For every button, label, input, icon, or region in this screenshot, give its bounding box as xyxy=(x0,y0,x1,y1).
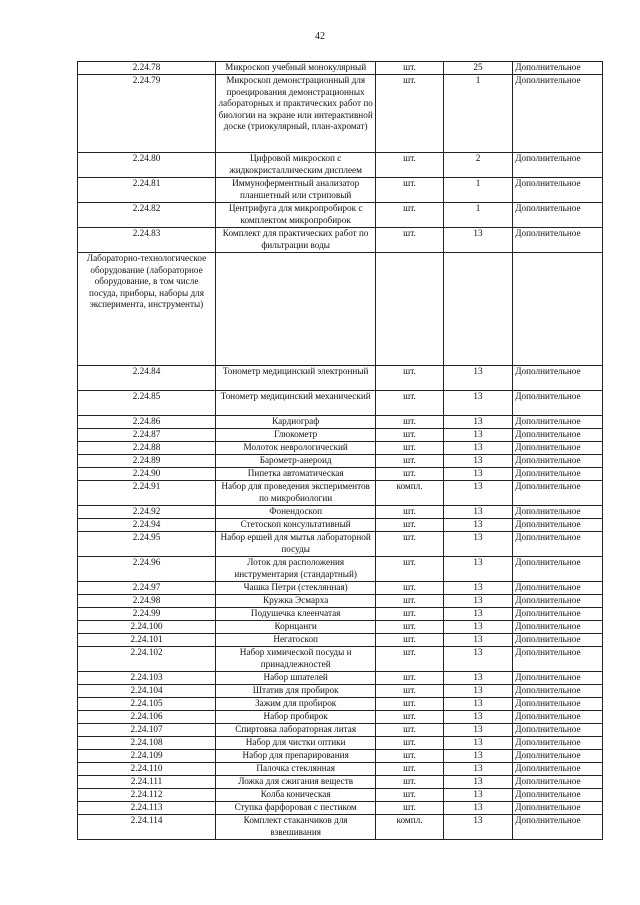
table-row xyxy=(78,203,603,228)
item-number-cell: 2.24.85 xyxy=(78,391,216,416)
table-row xyxy=(78,557,603,582)
item-unit-cell: шт. xyxy=(376,724,444,737)
table-row xyxy=(78,634,603,647)
item-quantity-cell: 13 xyxy=(443,557,513,582)
equipment-table xyxy=(77,61,603,840)
item-unit-cell: шт. xyxy=(376,595,444,608)
item-unit-cell: шт. xyxy=(376,532,444,557)
item-number-cell: 2.24.81 xyxy=(78,178,216,203)
item-type-cell: Дополнительное xyxy=(513,582,603,595)
item-name-cell: Цифровой микроскоп с жидкокристаллическим дисплеем xyxy=(216,153,376,178)
item-quantity-cell: 13 xyxy=(443,711,513,724)
item-unit-cell: шт. xyxy=(376,750,444,763)
item-type-cell: Дополнительное xyxy=(513,178,603,203)
item-unit-cell: шт. xyxy=(376,582,444,595)
item-name-cell: Набор химической посуды и принадлежностей xyxy=(216,647,376,672)
item-number-cell: 2.24.90 xyxy=(78,468,216,481)
item-unit-cell: шт. xyxy=(376,468,444,481)
table-row xyxy=(78,750,603,763)
item-type-cell: Дополнительное xyxy=(513,776,603,789)
item-unit-cell: шт. xyxy=(376,366,444,391)
item-quantity-cell: 13 xyxy=(443,442,513,455)
item-quantity-cell: 13 xyxy=(443,672,513,685)
item-unit-cell: шт. xyxy=(376,455,444,468)
item-quantity-cell: 13 xyxy=(443,724,513,737)
item-unit-cell: шт. xyxy=(376,429,444,442)
item-unit-cell: шт. xyxy=(376,153,444,178)
item-number-cell: 2.24.108 xyxy=(78,737,216,750)
item-type-cell: Дополнительное xyxy=(513,763,603,776)
item-number-cell: 2.24.82 xyxy=(78,203,216,228)
table-row xyxy=(78,763,603,776)
item-type-cell: Дополнительное xyxy=(513,815,603,840)
item-type-cell: Дополнительное xyxy=(513,455,603,468)
item-unit-cell: шт. xyxy=(376,75,444,153)
item-unit-cell: шт. xyxy=(376,228,444,253)
item-name-cell: Тонометр медицинский электронный xyxy=(216,366,376,391)
item-quantity-cell: 1 xyxy=(443,75,513,153)
table-row xyxy=(78,442,603,455)
item-unit-cell: компл. xyxy=(376,481,444,506)
item-quantity-cell: 13 xyxy=(443,582,513,595)
item-number-cell: 2.24.114 xyxy=(78,815,216,840)
item-name-cell: Чашка Петри (стеклянная) xyxy=(216,582,376,595)
item-name-cell: Стетоскоп консультативный xyxy=(216,519,376,532)
item-type-cell: Дополнительное xyxy=(513,737,603,750)
item-unit-cell: шт. xyxy=(376,776,444,789)
item-name-cell: Молоток неврологический xyxy=(216,442,376,455)
item-quantity-cell: 13 xyxy=(443,532,513,557)
item-type-cell: Дополнительное xyxy=(513,685,603,698)
item-number-cell: 2.24.98 xyxy=(78,595,216,608)
table-row xyxy=(78,802,603,815)
item-name-cell: Фонендоскоп xyxy=(216,506,376,519)
item-unit-cell: шт. xyxy=(376,789,444,802)
item-number-cell: 2.24.110 xyxy=(78,763,216,776)
table-row xyxy=(78,519,603,532)
item-quantity-cell: 13 xyxy=(443,815,513,840)
item-name-cell: Тонометр медицинский механический xyxy=(216,391,376,416)
table-row xyxy=(78,228,603,253)
item-name-cell: Колба коническая xyxy=(216,789,376,802)
item-name-cell: Набор шпателей xyxy=(216,672,376,685)
item-number-cell: 2.24.111 xyxy=(78,776,216,789)
item-quantity-cell: 13 xyxy=(443,763,513,776)
item-quantity-cell: 13 xyxy=(443,634,513,647)
table-row xyxy=(78,366,603,391)
item-name-cell: Кружка Эсмарха xyxy=(216,595,376,608)
item-number-cell: 2.24.83 xyxy=(78,228,216,253)
table-row xyxy=(78,789,603,802)
item-quantity-cell: 13 xyxy=(443,647,513,672)
item-quantity-cell: 13 xyxy=(443,621,513,634)
item-quantity-cell: 13 xyxy=(443,595,513,608)
table-row xyxy=(78,429,603,442)
table-row xyxy=(78,737,603,750)
item-name-cell: Барометр-анероид xyxy=(216,455,376,468)
item-number-cell: 2.24.99 xyxy=(78,608,216,621)
item-unit-cell: шт. xyxy=(376,519,444,532)
table-row xyxy=(78,75,603,153)
table-row xyxy=(78,506,603,519)
item-number-cell: 2.24.100 xyxy=(78,621,216,634)
item-type-cell: Дополнительное xyxy=(513,429,603,442)
table-row xyxy=(78,608,603,621)
item-type-cell: Дополнительное xyxy=(513,672,603,685)
item-type-cell: Дополнительное xyxy=(513,62,603,75)
item-type-cell: Дополнительное xyxy=(513,468,603,481)
item-type-cell: Дополнительное xyxy=(513,391,603,416)
item-number-cell: 2.24.97 xyxy=(78,582,216,595)
item-unit-cell: шт. xyxy=(376,203,444,228)
item-number-cell: 2.24.87 xyxy=(78,429,216,442)
item-number-cell: 2.24.105 xyxy=(78,698,216,711)
item-quantity-cell xyxy=(443,253,513,366)
item-name-cell: Набор для препарирования xyxy=(216,750,376,763)
item-number-cell: 2.24.89 xyxy=(78,455,216,468)
table-row xyxy=(78,672,603,685)
item-name-cell: Набор пробирок xyxy=(216,711,376,724)
item-number-cell: 2.24.79 xyxy=(78,75,216,153)
table-row xyxy=(78,711,603,724)
item-unit-cell: шт. xyxy=(376,711,444,724)
item-type-cell: Дополнительное xyxy=(513,621,603,634)
item-type-cell: Дополнительное xyxy=(513,802,603,815)
item-type-cell: Дополнительное xyxy=(513,634,603,647)
item-quantity-cell: 13 xyxy=(443,455,513,468)
item-number-cell: 2.24.95 xyxy=(78,532,216,557)
item-number-cell: 2.24.106 xyxy=(78,711,216,724)
item-name-cell: Штатив для пробирок xyxy=(216,685,376,698)
item-unit-cell: шт. xyxy=(376,416,444,429)
section-title-cell: Лабораторно-технологическое оборудование (лабораторное оборудование, в том числе посуда, приборы, наборы для эксперимента, инструменты) xyxy=(78,253,216,366)
item-quantity-cell: 13 xyxy=(443,416,513,429)
item-unit-cell: шт. xyxy=(376,178,444,203)
item-type-cell: Дополнительное xyxy=(513,481,603,506)
item-name-cell: Ступка фарфоровая с пестиком xyxy=(216,802,376,815)
item-name-cell: Набор для проведения экспериментов по микробиологии xyxy=(216,481,376,506)
item-type-cell: Дополнительное xyxy=(513,711,603,724)
item-unit-cell: шт. xyxy=(376,634,444,647)
item-quantity-cell: 13 xyxy=(443,429,513,442)
item-unit-cell: шт. xyxy=(376,672,444,685)
item-quantity-cell: 13 xyxy=(443,685,513,698)
item-number-cell: 2.24.80 xyxy=(78,153,216,178)
item-number-cell: 2.24.112 xyxy=(78,789,216,802)
item-name-cell: Набор ершей для мытья лабораторной посуды xyxy=(216,532,376,557)
item-number-cell: 2.24.91 xyxy=(78,481,216,506)
item-quantity-cell: 13 xyxy=(443,519,513,532)
item-type-cell: Дополнительное xyxy=(513,595,603,608)
item-type-cell: Дополнительное xyxy=(513,519,603,532)
item-quantity-cell: 13 xyxy=(443,608,513,621)
item-quantity-cell: 13 xyxy=(443,776,513,789)
item-quantity-cell: 13 xyxy=(443,506,513,519)
item-type-cell: Дополнительное xyxy=(513,228,603,253)
item-name-cell xyxy=(216,253,376,366)
item-quantity-cell: 1 xyxy=(443,203,513,228)
item-name-cell: Лоток для расположения инструментария (стандартный) xyxy=(216,557,376,582)
item-type-cell: Дополнительное xyxy=(513,203,603,228)
item-type-cell: Дополнительное xyxy=(513,506,603,519)
table-row xyxy=(78,776,603,789)
item-name-cell: Подушечка клеенчатая xyxy=(216,608,376,621)
item-quantity-cell: 13 xyxy=(443,468,513,481)
item-name-cell: Корнцанги xyxy=(216,621,376,634)
equipment-table-body xyxy=(78,62,603,840)
item-type-cell: Дополнительное xyxy=(513,647,603,672)
table-row xyxy=(78,416,603,429)
item-type-cell: Дополнительное xyxy=(513,724,603,737)
item-name-cell: Комплект для практических работ по фильтрации воды xyxy=(216,228,376,253)
item-type-cell: Дополнительное xyxy=(513,532,603,557)
item-unit-cell: шт. xyxy=(376,621,444,634)
item-type-cell: Дополнительное xyxy=(513,750,603,763)
item-name-cell: Негатоскоп xyxy=(216,634,376,647)
item-type-cell: Дополнительное xyxy=(513,698,603,711)
item-name-cell: Кардиограф xyxy=(216,416,376,429)
item-name-cell: Пипетка автоматическая xyxy=(216,468,376,481)
item-unit-cell: шт. xyxy=(376,802,444,815)
item-name-cell: Иммуноферментный анализатор планшетный или стриповый xyxy=(216,178,376,203)
item-unit-cell: шт. xyxy=(376,763,444,776)
item-quantity-cell: 1 xyxy=(443,178,513,203)
item-number-cell: 2.24.94 xyxy=(78,519,216,532)
item-unit-cell xyxy=(376,253,444,366)
page-number: 42 xyxy=(315,31,325,42)
item-number-cell: 2.24.103 xyxy=(78,672,216,685)
item-unit-cell: шт. xyxy=(376,506,444,519)
table-row xyxy=(78,178,603,203)
item-name-cell: Зажим для пробирок xyxy=(216,698,376,711)
item-quantity-cell: 2 xyxy=(443,153,513,178)
item-unit-cell: шт. xyxy=(376,698,444,711)
item-number-cell: 2.24.109 xyxy=(78,750,216,763)
item-number-cell: 2.24.96 xyxy=(78,557,216,582)
item-name-cell: Микроскоп учебный монокулярный xyxy=(216,62,376,75)
item-type-cell: Дополнительное xyxy=(513,153,603,178)
table-row xyxy=(78,391,603,416)
item-number-cell: 2.24.92 xyxy=(78,506,216,519)
item-type-cell: Дополнительное xyxy=(513,366,603,391)
item-name-cell: Спиртовка лабораторная литая xyxy=(216,724,376,737)
table-row xyxy=(78,621,603,634)
item-name-cell: Набор для чистки оптики xyxy=(216,737,376,750)
item-unit-cell: шт. xyxy=(376,685,444,698)
item-number-cell: 2.24.78 xyxy=(78,62,216,75)
table-row xyxy=(78,481,603,506)
item-unit-cell: шт. xyxy=(376,62,444,75)
item-name-cell: Центрифуга для микропробирок с комплектом микропробирок xyxy=(216,203,376,228)
table-row xyxy=(78,815,603,840)
item-quantity-cell: 13 xyxy=(443,802,513,815)
table-row xyxy=(78,685,603,698)
item-number-cell: 2.24.86 xyxy=(78,416,216,429)
item-unit-cell: шт. xyxy=(376,608,444,621)
item-number-cell: 2.24.102 xyxy=(78,647,216,672)
item-quantity-cell: 13 xyxy=(443,228,513,253)
section-header-row xyxy=(78,253,603,366)
table-row xyxy=(78,62,603,75)
item-name-cell: Палочка стеклянная xyxy=(216,763,376,776)
item-quantity-cell: 13 xyxy=(443,481,513,506)
item-unit-cell: шт. xyxy=(376,647,444,672)
item-unit-cell: шт. xyxy=(376,557,444,582)
item-number-cell: 2.24.104 xyxy=(78,685,216,698)
item-type-cell: Дополнительное xyxy=(513,789,603,802)
item-unit-cell: шт. xyxy=(376,391,444,416)
item-unit-cell: шт. xyxy=(376,737,444,750)
item-quantity-cell: 13 xyxy=(443,737,513,750)
item-number-cell: 2.24.84 xyxy=(78,366,216,391)
table-row xyxy=(78,468,603,481)
item-type-cell: Дополнительное xyxy=(513,608,603,621)
item-type-cell: Дополнительное xyxy=(513,416,603,429)
item-number-cell: 2.24.113 xyxy=(78,802,216,815)
item-number-cell: 2.24.101 xyxy=(78,634,216,647)
item-type-cell: Дополнительное xyxy=(513,442,603,455)
item-name-cell: Глюкометр xyxy=(216,429,376,442)
item-quantity-cell: 25 xyxy=(443,62,513,75)
item-quantity-cell: 13 xyxy=(443,789,513,802)
item-name-cell: Комплект стаканчиков для взвешивания xyxy=(216,815,376,840)
item-quantity-cell: 13 xyxy=(443,366,513,391)
item-type-cell: Дополнительное xyxy=(513,75,603,153)
item-name-cell: Микроскоп демонстрационный для проецирования демонстрационных лабораторных и практических работ по биологии на экране или интерактивной доске (триокулярный, план-ахромат) xyxy=(216,75,376,153)
item-quantity-cell: 13 xyxy=(443,698,513,711)
item-name-cell: Ложка для сжигания веществ xyxy=(216,776,376,789)
item-unit-cell: шт. xyxy=(376,442,444,455)
item-quantity-cell: 13 xyxy=(443,750,513,763)
table-row xyxy=(78,647,603,672)
table-row xyxy=(78,455,603,468)
table-row xyxy=(78,595,603,608)
item-number-cell: 2.24.107 xyxy=(78,724,216,737)
item-number-cell: 2.24.88 xyxy=(78,442,216,455)
item-quantity-cell: 13 xyxy=(443,391,513,416)
table-row xyxy=(78,698,603,711)
table-row xyxy=(78,153,603,178)
item-unit-cell: компл. xyxy=(376,815,444,840)
item-type-cell: Дополнительное xyxy=(513,557,603,582)
table-row xyxy=(78,532,603,557)
item-type-cell xyxy=(513,253,603,366)
table-row xyxy=(78,582,603,595)
table-row xyxy=(78,724,603,737)
